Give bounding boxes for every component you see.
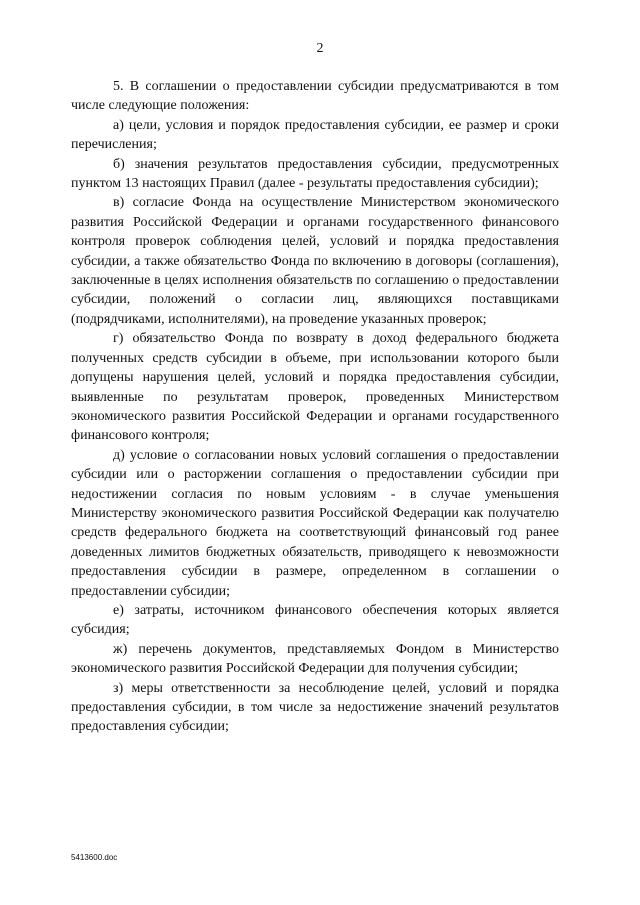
footer-filename: 5413600.doc [71,853,118,862]
paragraph-z: з) меры ответственности за несоблюдение целей, условий и порядка предоставления субсидии, в том числе за недостижение значений результатов предоставления субсидии; [71,680,559,735]
page-number: 2 [316,41,324,56]
paragraph-v: в) согласие Фонда на осуществление Министерством экономического развития Российской Федерации и органами государственного финансового контроля проверок соблюдения целей, условий и порядка предоставления субсидии, а также обязательство Фонда по включению в договоры (соглашения), заключенные в целях исполнения обязательств по соглашению о предоставлении субсидии, положений о согласии лиц, являющихся поставщиками (подрядчиками, исполнителями), на проведение указанных проверок; [71,195,559,327]
paragraph-a: а) цели, условия и порядок предоставления субсидии, ее размер и сроки перечисления; [71,117,559,153]
paragraph-d: д) условие о согласовании новых условий соглашения о предоставлении субсидии или о расторжении соглашения о предоставлении субсидии при недостижении согласия по новым условиям - в случае уменьшения Министерству экономического развития Российской Федерации как получателю средств федерального бюджета на соответствующий финансовый год ранее доведенных лимитов бюджетных обязательств, приводящего к невозможности предоставления субсидии в размере, определенном в соглашении о предоставлении субсидии; [71,447,559,599]
paragraph-g: г) обязательство Фонда по возврату в доход федерального бюджета полученных средств субсидии в объеме, при использовании которого были допущены нарушения целей, условий и порядка предоставления субсидии, выявленные по результатам проверок, проведенных Министерством экономического развития Российской Федерации и органами государственного финансового контроля; [71,331,559,444]
paragraph-b: б) значения результатов предоставления субсидии, предусмотренных пунктом 13 настоящих Правил (далее - результаты предоставления субсидии); [71,156,559,192]
paragraph-5: 5. В соглашении о предоставлении субсидии предусматриваются в том числе следующие положения: [71,79,559,114]
paragraph-zh: ж) перечень документов, представляемых Фондом в Министерство экономического развития Российской Федерации для получения субсидии; [71,641,559,677]
paragraph-e: е) затраты, источником финансового обеспечения которых является субсидия; [71,602,559,638]
document-body [71,77,559,737]
